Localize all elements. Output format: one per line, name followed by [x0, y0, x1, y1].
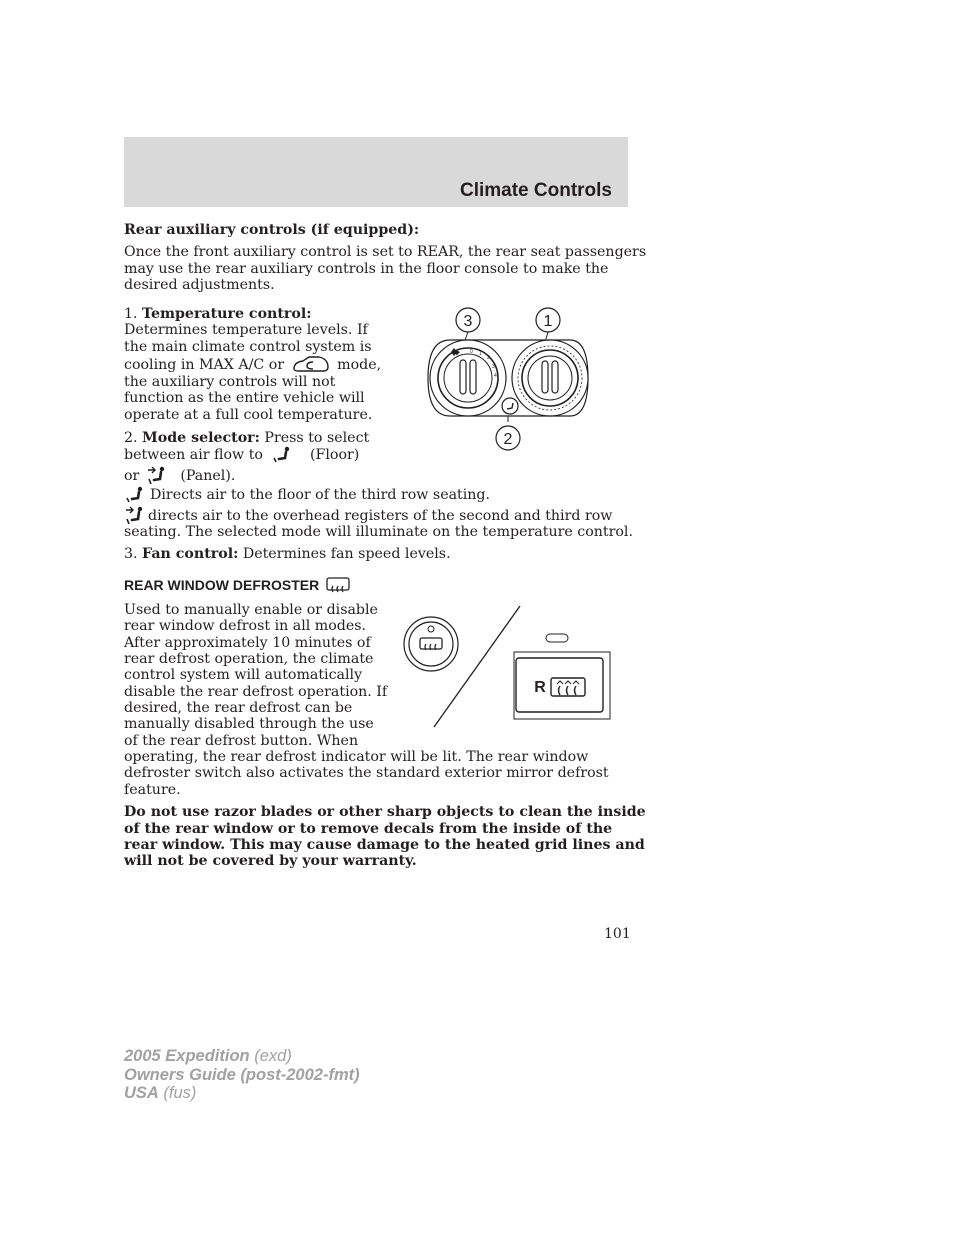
footer-line-3: USA (fus) — [124, 1084, 197, 1102]
section-title: Climate Controls — [459, 180, 612, 201]
defroster-line: of the rear defrost button. When — [124, 733, 359, 749]
rear-defroster-figure — [400, 600, 615, 730]
mode-selector-button[interactable] — [502, 398, 518, 414]
fan-tick-label: 1 — [479, 351, 482, 357]
item2-floor-desc: Directs air to the floor of the third row seating. — [150, 487, 491, 503]
defroster-line: feature. — [124, 782, 181, 798]
panel-mode-icon — [124, 506, 146, 526]
footer-line-2: Owners Guide (post-2002-fmt) — [124, 1065, 360, 1084]
item2-panel-word: (Panel). — [180, 468, 236, 484]
item2-number: 2. — [124, 430, 143, 446]
rear-aux-intro-line: may use the rear auxiliary controls in the floor console to make the — [124, 261, 609, 277]
r-letter: R — [534, 679, 546, 696]
defroster-line: operating, the rear defrost indicator will be lit. The rear window — [124, 749, 589, 765]
svg-text:3: 3 — [463, 313, 473, 330]
floor-mode-icon — [271, 446, 293, 464]
rear-aux-intro-line: Once the front auxiliary control is set to REAR, the rear seat passengers — [124, 244, 647, 260]
floor-mode-icon — [124, 486, 146, 504]
item1-line: the main climate control system is — [124, 339, 372, 355]
item1-number: 1. — [124, 306, 143, 322]
fan-tick-label: 0 — [470, 349, 473, 355]
item1-line: the auxiliary controls will not — [124, 374, 336, 390]
fan-tick-label: 2 — [487, 355, 490, 361]
item2-line — [124, 466, 235, 486]
warning-line: Do not use razor blades or other sharp objects to clean the inside — [124, 804, 646, 820]
defroster-line: disable the rear defrost operation. If — [124, 684, 388, 700]
item1-line: mode, — [337, 357, 382, 373]
callout-3 — [456, 308, 480, 332]
warning-line: rear window. This may cause damage to the heated grid lines and — [124, 837, 645, 853]
callout-2 — [496, 426, 520, 450]
item1-line: Determines temperature levels. If — [124, 322, 368, 338]
item2-line — [124, 446, 359, 464]
warning-line: of the rear window or to remove decals from the inside of the — [124, 821, 613, 837]
fan-tick-label: 4 — [494, 373, 497, 379]
item2-panel-desc: directs air to the overhead registers of the second and third row — [148, 508, 613, 524]
item3-line — [124, 546, 451, 563]
defroster-line: After approximately 10 minutes of — [124, 635, 371, 651]
item2-line2a: between air flow to — [124, 447, 263, 463]
footer-edition — [124, 1047, 360, 1103]
item2-floor-desc-line — [124, 486, 490, 504]
item2-title — [124, 430, 369, 447]
item3-number: 3. — [124, 546, 143, 562]
rear-defrost-indicator-light — [546, 634, 568, 642]
warning-line: will not be covered by your warranty. — [124, 853, 417, 869]
defroster-line: rear window defrost in all modes. — [124, 618, 367, 634]
defroster-line: control system will automatically — [124, 667, 363, 683]
callout-1 — [536, 308, 560, 332]
item1-line: cooling in MAX A/C or — [124, 357, 285, 373]
item1-label: Temperature control: — [142, 306, 312, 322]
defroster-line: Used to manually enable or disable — [124, 602, 378, 618]
item3-tail: Determines fan speed levels. — [238, 546, 451, 562]
footer-line-1: 2005 Expedition (exd) — [124, 1047, 292, 1065]
rear-aux-heading: Rear auxiliary controls (if equipped): — [124, 222, 420, 238]
item2-panel-desc-line — [124, 506, 612, 526]
rear-aux-control-figure — [420, 300, 600, 460]
item2-panel-desc2: seating. The selected mode will illuminate on the temperature control. — [124, 524, 633, 540]
defroster-heading: REAR WINDOW DEFROSTER — [124, 577, 320, 593]
max-ac-icon — [291, 356, 331, 374]
rear-aux-intro-line: desired adjustments. — [124, 277, 275, 293]
item3-label: Fan control: — [142, 546, 239, 562]
defroster-line: rear defrost operation, the climate — [124, 651, 374, 667]
fan-tick-label: 3 — [492, 364, 495, 370]
item1-title — [124, 306, 311, 323]
fan-knob[interactable] — [512, 340, 588, 416]
defroster-line: manually disabled through the use — [124, 716, 374, 732]
page-number: 101 — [604, 926, 631, 942]
defroster-line: desired, the rear defrost can be — [124, 700, 353, 716]
item2-label: Mode selector: — [142, 430, 260, 446]
svg-text:2: 2 — [503, 431, 513, 448]
item2-tail: Press to select — [259, 430, 370, 446]
defroster-line: defroster switch also activates the standard exterior mirror defrost — [124, 765, 609, 781]
rear-defrost-icon — [326, 577, 350, 595]
rear-defrost-r-button[interactable] — [514, 652, 610, 719]
item2-floor-word: (Floor) — [309, 447, 360, 463]
rear-defrost-round-button[interactable] — [404, 617, 458, 671]
item1-line: operate at a full cool temperature. — [124, 407, 373, 423]
panel-mode-icon — [146, 466, 168, 486]
item1-line: function as the entire vehicle will — [124, 390, 365, 406]
item2-or-word: or — [124, 468, 140, 484]
item1-line-with-icon — [124, 356, 381, 374]
svg-text:1: 1 — [543, 313, 553, 330]
defroster-heading-row — [124, 577, 350, 595]
section-header-band — [124, 137, 628, 207]
